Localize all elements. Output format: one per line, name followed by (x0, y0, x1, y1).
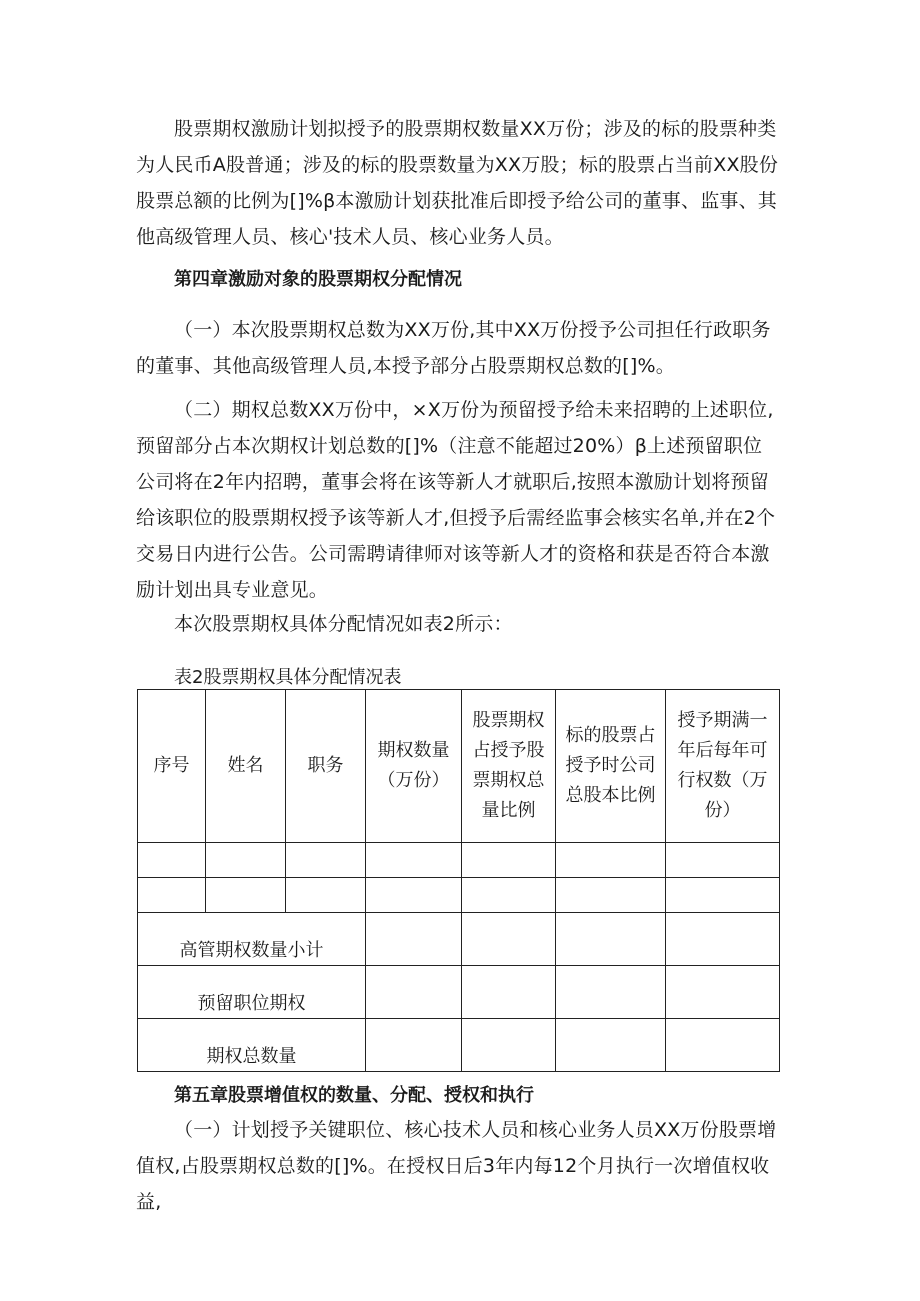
table-cell (138, 843, 206, 878)
chapter-4-paragraph-2: （二）期权总数XX万份中，×X万份为预留授予给未来招聘的上述职位,预留部分占本次期权计划总数的[]%（注意不能超过20%）β上述预留职位公司将在2年内招聘，董事会将在该等新人才就职后,按照本激励计划将预留给该职位的股票期权授予该等新人才,但授予后需经监事会核实名单,并在2个交易日内进行公告。公司需聘请律师对该等新人才的资格和获是否符合本激励计划出具专业意见。 (136, 399, 776, 601)
table-cell (138, 878, 206, 913)
table-cell (462, 966, 556, 1019)
summary-row-executives (138, 913, 780, 966)
table-cell (556, 1019, 666, 1072)
allocation-table (137, 689, 780, 1072)
chapter-4-heading: 第四章激励对象的股票期权分配情况 (174, 269, 462, 290)
table-cell (666, 843, 780, 878)
table-cell (556, 966, 666, 1019)
summary-label: 预留职位期权 (138, 966, 366, 1019)
table-cell (366, 913, 462, 966)
table-cell (366, 1019, 462, 1072)
header-index: 序号 (138, 690, 206, 843)
table-cell (286, 843, 366, 878)
summary-label: 高管期权数量小计 (138, 913, 366, 966)
summary-label: 期权总数量 (138, 1019, 366, 1072)
chapter-4-paragraph-3: 本次股票期权具体分配情况如表2所示： (174, 613, 513, 635)
table-cell (666, 878, 780, 913)
table-cell (462, 878, 556, 913)
table-cell (206, 878, 286, 913)
table-cell (462, 913, 556, 966)
table-cell (556, 913, 666, 966)
table-row (138, 878, 780, 913)
header-option-quantity: 期权数量（万份） (366, 690, 462, 843)
table-cell (666, 966, 780, 1019)
table-cell (462, 843, 556, 878)
table-cell (366, 843, 462, 878)
table-cell (206, 843, 286, 878)
table-cell (366, 878, 462, 913)
summary-row-total (138, 1019, 780, 1072)
table-cell (366, 966, 462, 1019)
table-row (138, 843, 780, 878)
table-caption: 表2股票期权具体分配情况表 (174, 667, 402, 688)
table-cell (286, 878, 366, 913)
header-position: 职务 (286, 690, 366, 843)
chapter-5-paragraph-1: （一）计划授予关键职位、核心技术人员和核心业务人员XX万份股票增值权,占股票期权总数的[]%。在授权日后3年内每12个月执行一次增值权收益, (136, 1119, 777, 1213)
table-cell (556, 843, 666, 878)
header-name: 姓名 (206, 690, 286, 843)
summary-row-reserved (138, 966, 780, 1019)
header-exercisable: 授予期满一年后每年可行权数（万份） (666, 690, 780, 843)
table-header-row (138, 690, 780, 843)
header-option-ratio: 股票期权占授予股票期权总量比例 (462, 690, 556, 843)
chapter-5-heading: 第五章股票增值权的数量、分配、授权和执行 (174, 1085, 534, 1106)
table-cell (666, 913, 780, 966)
table-cell (666, 1019, 780, 1072)
header-share-ratio: 标的股票占授予时公司总股本比例 (556, 690, 666, 843)
table-cell (462, 1019, 556, 1072)
chapter-4-paragraph-1: （一）本次股票期权总数为XX万份,其中XX万份授予公司担任行政职务的董事、其他高级管理人员,本授予部分占股票期权总数的[]%。 (136, 319, 771, 377)
intro-paragraph: 股票期权激励计划拟授予的股票期权数量XX万份；涉及的标的股票种类为人民币A股普通；涉及的标的股票数量为XX万股；标的股票占当前XX股份股票总额的比例为[]%β本激励计划获批准后即授予给公司的董事、监事、其他高级管理人员、核心'技术人员、核心业务人员。 (136, 118, 779, 248)
table-cell (556, 878, 666, 913)
